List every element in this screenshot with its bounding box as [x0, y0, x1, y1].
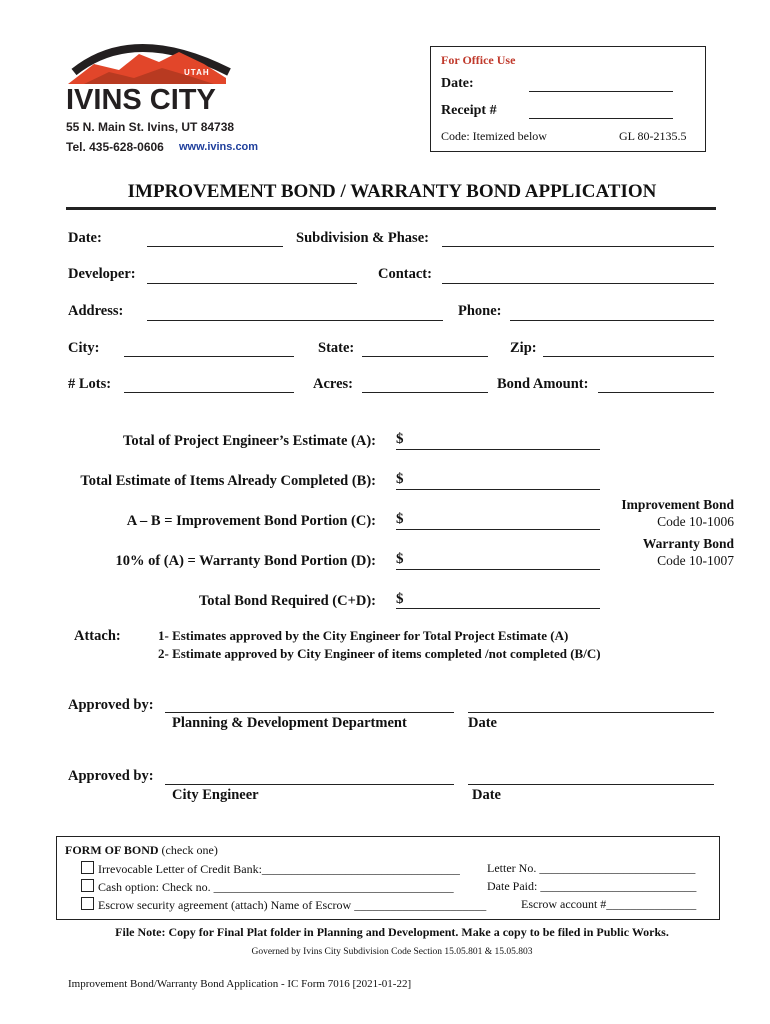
subdivision-field[interactable]	[442, 246, 714, 247]
phone-label: Phone:	[458, 303, 502, 319]
address-field[interactable]	[147, 320, 443, 321]
currency-sign: $	[396, 511, 404, 527]
office-receipt-label: Receipt #	[441, 103, 497, 118]
subdivision-label: Subdivision & Phase:	[296, 230, 429, 246]
form-of-bond-title: FORM OF BOND	[65, 843, 159, 857]
state-field[interactable]	[362, 356, 488, 357]
logo-address: 55 N. Main St. Ivins, UT 84738	[66, 120, 235, 134]
contact-field[interactable]	[442, 283, 714, 284]
form-of-bond-heading	[65, 843, 218, 858]
address-label: Address:	[68, 303, 124, 319]
improvement-bond-title: Improvement Bond	[621, 497, 734, 512]
planning-signature-field[interactable]	[165, 712, 454, 713]
date-field[interactable]	[147, 246, 283, 247]
completed-b-label: Total Estimate of Items Already Completed (B):	[80, 473, 376, 489]
warranty-bond-title: Warranty Bond	[642, 536, 734, 551]
checkbox-icon[interactable]	[81, 879, 94, 892]
office-use-box	[430, 46, 706, 152]
logo-phone: Tel. 435-628-0606	[66, 140, 164, 154]
title-rule	[66, 207, 716, 210]
improvement-bond-code: Code 10-1006	[657, 514, 734, 529]
bond-option-cash-label: Cash option: Check no. ________________________________________	[98, 880, 454, 894]
office-date-field[interactable]	[529, 91, 673, 92]
bond-option-escrow-label: Escrow security agreement (attach) Name of Escrow ______________________	[98, 898, 487, 912]
checkbox-icon[interactable]	[81, 897, 94, 910]
developer-field[interactable]	[147, 283, 357, 284]
bond-option-cash[interactable]	[81, 879, 454, 895]
currency-sign: $	[396, 471, 404, 487]
lots-label: # Lots:	[68, 376, 112, 392]
attach-item-2: 2- Estimate approved by City Engineer of items completed /not completed (B/C)	[158, 646, 601, 661]
developer-label: Developer:	[68, 266, 136, 282]
bond-option-escrow[interactable]	[81, 897, 486, 913]
total-bond-field[interactable]	[396, 608, 600, 609]
file-note: File Note: Copy for Final Plat folder in Planning and Development. Make a copy to be filed in Public Works.	[115, 925, 669, 939]
estimate-a-label: Total of Project Engineer’s Estimate (A):	[122, 433, 376, 449]
zip-field[interactable]	[543, 356, 714, 357]
acres-label: Acres:	[313, 376, 353, 392]
governed-note: Governed by Ivins City Subdivision Code Section 15.05.801 & 15.05.803	[251, 947, 533, 957]
city-label: City:	[68, 340, 100, 356]
approved-by-label: Approved by:	[68, 768, 154, 784]
attach-label: Attach:	[74, 628, 121, 644]
engineer-date-field[interactable]	[468, 784, 714, 785]
office-gl-code: GL 80-2135.5	[619, 129, 687, 143]
total-bond-label: Total Bond Required (C+D):	[198, 593, 376, 609]
engineer-signature-field[interactable]	[165, 784, 454, 785]
city-engineer-label: City Engineer	[172, 787, 259, 803]
planning-date-field[interactable]	[468, 712, 714, 713]
office-use-title: For Office Use	[441, 53, 516, 67]
phone-field[interactable]	[510, 320, 714, 321]
form-footer: Improvement Bond/Warranty Bond Application - IC Form 7016 [2021-01-22]	[68, 978, 412, 990]
office-date-label: Date:	[441, 76, 474, 91]
letter-no-field[interactable]: Letter No. __________________________	[487, 861, 696, 875]
bond-amount-label: Bond Amount:	[497, 376, 589, 392]
acres-field[interactable]	[362, 392, 488, 393]
escrow-account-field[interactable]: Escrow account #_______________	[521, 897, 697, 911]
logo-state: UTAH	[184, 68, 210, 77]
estimate-a-field[interactable]	[396, 449, 600, 450]
improvement-c-label: A – B = Improvement Bond Portion (C):	[126, 513, 376, 529]
zip-label: Zip:	[510, 340, 537, 356]
lots-field[interactable]	[124, 392, 294, 393]
date-label: Date:	[68, 230, 102, 246]
city-field[interactable]	[124, 356, 294, 357]
checkbox-icon[interactable]	[81, 861, 94, 874]
engineer-date-label: Date	[472, 787, 501, 803]
warranty-d-label: 10% of (A) = Warranty Bond Portion (D):	[115, 553, 376, 569]
warranty-d-field[interactable]	[396, 569, 600, 570]
city-logo	[64, 34, 264, 164]
attach-item-1: 1- Estimates approved by the City Engineer for Total Project Estimate (A)	[158, 628, 569, 643]
completed-b-field[interactable]	[396, 489, 600, 490]
currency-sign: $	[396, 551, 404, 567]
state-label: State:	[318, 340, 355, 356]
currency-sign: $	[396, 591, 404, 607]
form-of-bond-box	[56, 836, 720, 920]
date-paid-field[interactable]: Date Paid: __________________________	[487, 879, 697, 893]
planning-date-label: Date	[468, 715, 497, 731]
page-title: IMPROVEMENT BOND / WARRANTY BOND APPLICATION	[127, 181, 657, 202]
logo-website[interactable]: www.ivins.com	[179, 141, 259, 153]
currency-sign: $	[396, 431, 404, 447]
planning-dept-label: Planning & Development Department	[172, 715, 407, 731]
contact-label: Contact:	[378, 266, 432, 282]
form-of-bond-note: (check one)	[161, 843, 218, 857]
office-code-label: Code: Itemized below	[441, 129, 547, 143]
logo-city-name: IVINS CITY	[66, 84, 216, 116]
approved-by-label: Approved by:	[68, 697, 154, 713]
bond-option-credit-label: Irrevocable Letter of Credit Bank:_________________________________	[98, 862, 460, 876]
office-receipt-field[interactable]	[529, 118, 673, 119]
bond-amount-field[interactable]	[598, 392, 714, 393]
bond-option-credit[interactable]	[81, 861, 460, 877]
warranty-bond-code: Code 10-1007	[657, 553, 734, 568]
